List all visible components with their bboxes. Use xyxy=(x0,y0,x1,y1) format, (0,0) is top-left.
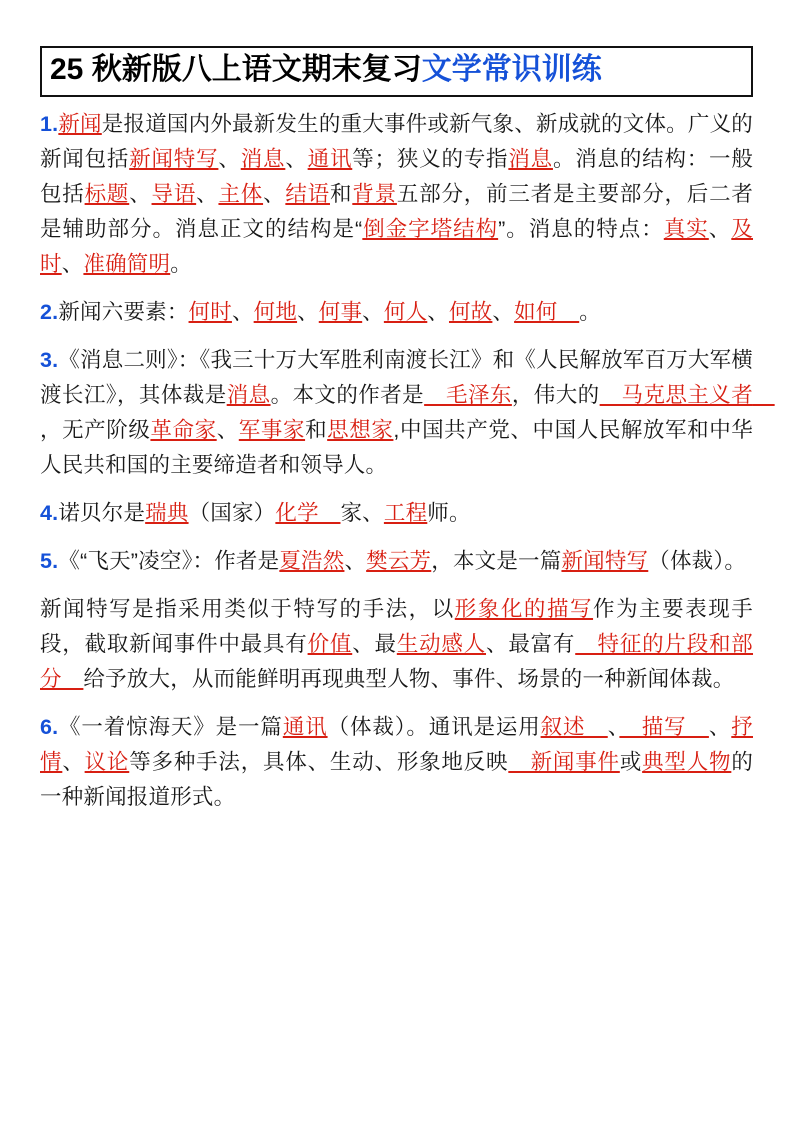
question-text: 。 xyxy=(579,299,601,324)
answer-text: 消息 xyxy=(226,382,271,407)
answer-text: 通讯 xyxy=(282,714,328,739)
answer-text: 何事 xyxy=(318,299,363,324)
question-text: 、 xyxy=(492,299,515,324)
question-text: 、 xyxy=(344,548,367,573)
question-text: 。消息的结构：一般包括 xyxy=(40,146,754,206)
question-text: 作为主要表现手段，截取新闻事件中最具有 xyxy=(40,596,754,656)
question-text: 和 xyxy=(329,181,353,206)
question-text: （国家） xyxy=(188,500,276,525)
question-number: 6. xyxy=(40,714,59,739)
question-number: 2. xyxy=(40,299,59,324)
question-text: 、 xyxy=(297,299,319,324)
answer-text: 及时 xyxy=(40,216,753,276)
answer-text: 价值 xyxy=(307,631,353,656)
answer-text: 樊云芳 xyxy=(366,548,432,573)
question-text: 新闻六要素： xyxy=(58,299,189,324)
question-text: 是报道国内外最新发生的重大事件或新气象、新成就的文体。广义的新闻包括 xyxy=(40,111,753,171)
question-text: 、 xyxy=(61,251,84,276)
question-text: 和 xyxy=(305,417,328,442)
answer-text: 消息 xyxy=(240,146,286,171)
question-text: 、 xyxy=(196,181,219,206)
answer-text: 何人 xyxy=(383,299,428,324)
answer-text: 结语 xyxy=(285,181,330,206)
question-text: 、 xyxy=(216,417,239,442)
answer-text: 抒情 xyxy=(40,714,753,774)
question-text: 、 xyxy=(607,714,620,739)
question-text: 。 xyxy=(170,251,192,276)
answer-text: 准确简明 xyxy=(83,251,171,276)
answer-text: 毛泽东 xyxy=(424,382,512,407)
answer-text: 思想家 xyxy=(327,417,394,442)
answer-text: 何时 xyxy=(188,299,232,324)
question-text: ，无产阶级 xyxy=(40,417,151,442)
question-item xyxy=(40,592,753,697)
question-item xyxy=(40,107,753,282)
answer-text: 典型人物 xyxy=(642,749,732,774)
question-text: 新闻特写是指采用类似于特写的手法，以 xyxy=(40,596,455,621)
question-item xyxy=(40,710,753,815)
question-text: 家、 xyxy=(340,500,384,525)
question-text: 、 xyxy=(218,146,241,171)
answer-text: 生动感人 xyxy=(396,631,487,656)
page-title-blue: 文学常识训练 xyxy=(421,53,602,86)
question-text: 等；狭义的专指 xyxy=(352,146,509,171)
question-item xyxy=(40,544,753,579)
answer-text: 何故 xyxy=(448,299,493,324)
answer-text: 化学 xyxy=(275,500,341,525)
question-text: 《一着惊海天》是一篇 xyxy=(58,714,283,739)
question-text: 或 xyxy=(619,749,643,774)
answer-text: 瑞典 xyxy=(145,500,189,525)
question-text: 、 xyxy=(427,299,449,324)
answer-text: 新闻特写 xyxy=(561,548,649,573)
question-item xyxy=(40,496,753,531)
answer-text: 消息 xyxy=(508,146,553,171)
answer-text: 马克思主义者 xyxy=(599,382,775,407)
question-number: 3. xyxy=(40,347,59,372)
question-number: 1. xyxy=(40,111,59,136)
question-text: 的一种新闻报道形式。 xyxy=(40,749,754,809)
answer-text: 导语 xyxy=(151,181,197,206)
answer-text: 何地 xyxy=(253,299,298,324)
question-text: 、 xyxy=(129,181,152,206)
answer-text: 夏浩然 xyxy=(279,548,345,573)
question-text: 《消息二则》：《我三十万大军胜利南渡长江》和《人民解放军百万大军横渡长江》，其体裁是 xyxy=(40,347,753,407)
question-text: ，本文是一篇 xyxy=(431,548,562,573)
question-item xyxy=(40,343,775,483)
question-text: 《“飞天”凌空》：作者是 xyxy=(58,548,280,573)
answer-text: 真实 xyxy=(663,216,709,241)
answer-text: 标题 xyxy=(84,181,130,206)
answer-text: 叙述 xyxy=(540,714,608,739)
question-text: 、 xyxy=(263,181,286,206)
question-number: 4. xyxy=(40,500,59,525)
page-title xyxy=(40,46,753,97)
question-text: 师。 xyxy=(427,500,471,525)
answer-text: 如何 xyxy=(514,299,580,324)
answer-text: 主体 xyxy=(218,181,264,206)
page-title-black: 25 秋新版八上语文期末复习 xyxy=(50,53,422,86)
answer-text: 工程 xyxy=(383,500,428,525)
question-text: 、最富有 xyxy=(486,631,576,656)
answer-text: 新闻事件 xyxy=(508,749,620,774)
answer-text: 新闻 xyxy=(58,111,102,136)
answer-text: 新闻特写 xyxy=(129,146,219,171)
answer-text: 革命家 xyxy=(150,417,217,442)
question-text: 、 xyxy=(62,749,85,774)
question-text: 、 xyxy=(231,299,254,324)
question-text: 、 xyxy=(708,714,732,739)
question-list xyxy=(40,107,775,815)
answer-text: 议论 xyxy=(84,749,130,774)
question-text: ,中国共产党、中国人民解放军和中华人民共和国的主要缔造者和领导人。 xyxy=(40,417,753,477)
question-text: 、最 xyxy=(352,631,397,656)
answer-text: 形象化的描写 xyxy=(454,596,594,621)
question-item xyxy=(40,295,753,330)
question-text: 、 xyxy=(285,146,308,171)
answer-text: 描写 xyxy=(619,714,709,739)
question-text: ”。消息的特点： xyxy=(498,216,664,241)
question-text: 、 xyxy=(708,216,732,241)
question-text: 诺贝尔是 xyxy=(58,500,146,525)
answer-text: 背景 xyxy=(352,181,397,206)
question-text: 给予放大，从而能鲜明再现典型人物、事件、场景的一种新闻体裁。 xyxy=(83,666,735,691)
answer-text: 特征的片段和部分 xyxy=(40,631,754,691)
answer-text: 通讯 xyxy=(307,146,353,171)
question-text: ，伟大的 xyxy=(511,382,600,407)
question-text: 等多种手法，具体、生动、形象地反映 xyxy=(129,749,509,774)
question-text: （体裁）。 xyxy=(648,548,747,573)
question-text: 。本文的作者是 xyxy=(270,382,425,407)
question-text: （体裁）。通讯是运用 xyxy=(327,714,541,739)
answer-text: 军事家 xyxy=(238,417,306,442)
question-text: 、 xyxy=(362,299,384,324)
answer-text: 倒金字塔结构 xyxy=(362,216,499,241)
question-text: 五部分，前三者是主要部分，后二者是辅助部分。消息正文的结构是“ xyxy=(40,181,754,241)
question-number: 5. xyxy=(40,548,59,573)
